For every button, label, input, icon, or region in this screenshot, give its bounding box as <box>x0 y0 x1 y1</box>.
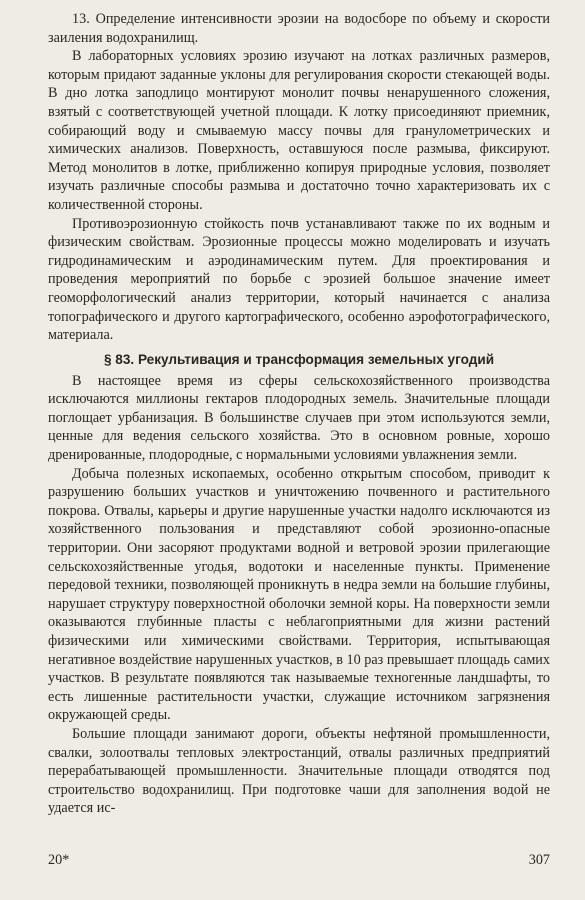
paragraph-5: Добыча полезных ископаемых, особенно открытым способом, приводит к разрушению больших участков и уничтожению почвенного и растительного покрова. Отвалы, карьеры и другие нарушенные участки надолго исключаются из хозяйственного пользования и представляют собой эрозионно-опасные территории. Они засоряют продуктами водной и ветровой эрозии прилегающие сельскохозяйственные угодья, водотоки и населенные пункты. Применение передовой техники, позволяющей проникнуть в недра земли на большие глубины, нарушает структуру поверхностной оболочки земной коры. На поверхности земли оказываются глубинные пласты с неблагоприятными для жизни растений физическими или химическими свойствами. Территория, испытывающая негативное воздействие нарушенных участков, в 10 раз превышает площадь самих участков. В результате появляются так называемые техногенные ландшафты, то есть лишенные растительности участки, служащие источником загрязнения окружающей среды. <box>48 465 550 724</box>
section-heading: § 83. Рекультивация и трансформация земельных угодий <box>103 351 495 367</box>
paragraph-1: 13. Определение интенсивности эрозии на водосборе по объему и скорости заиления водохранилищ. <box>48 11 550 46</box>
page-footer <box>48 852 550 869</box>
paragraph-4: В настоящее время из сферы сельскохозяйственного производства исключаются миллионы гектаров плодородных земель. Значительные площади поглощает урбанизация. В большинстве случаев при этом используются земли, ценные для ведения сельского хозяйства. Это в основном ровные, хорошо дренированные, плодородные, с нормальными условиями увлажнения земли. <box>48 372 550 464</box>
page-number: 307 <box>528 852 550 868</box>
paragraph-3: Противоэрозионную стойкость почв устанавливают также по их водным и физическим свойствам. Эрозионные процессы можно моделировать и изучать гидродинамическим и аэродинамическим путем. Для проектирования и проведения мероприятий по борьбе с эрозией большое значение имеет геоморфологический анализ территории, который начинается с анализа топографического и другого картографического, особенно аэрофотографического, материала. <box>48 215 550 344</box>
paragraph-6: Большие площади занимают дороги, объекты нефтяной промышленности, свалки, золоотвалы тепловых электростанций, отвалы различных предприятий перерабатывающей промышленности. Значительные площади отводятся под строительство водохранилищ. При подготовке чаши для заполнения водой не удается ис- <box>48 725 550 817</box>
paragraph-2: В лабораторных условиях эрозию изучают на лотках различных размеров, которым придают заданные уклоны для регулирования скорости стекающей воды. В дно лотка заподлицо монтируют монолит почвы ненарушенного сложения, взятый с соответствующей учетной площади. К лотку присоединяют приемник, собирающий воду и смываемую массу почвы для гранулометрических и химических анализов. Поверхность, оставшуюся после размыва, фиксируют. Метод монолитов в лотке, приближенно копируя природные условия, позволяет изучать различные способы размыва и достаточно точно характеризовать их с количественной стороны. <box>48 48 550 213</box>
signature-mark: 20* <box>48 852 70 868</box>
page-body <box>48 10 550 818</box>
